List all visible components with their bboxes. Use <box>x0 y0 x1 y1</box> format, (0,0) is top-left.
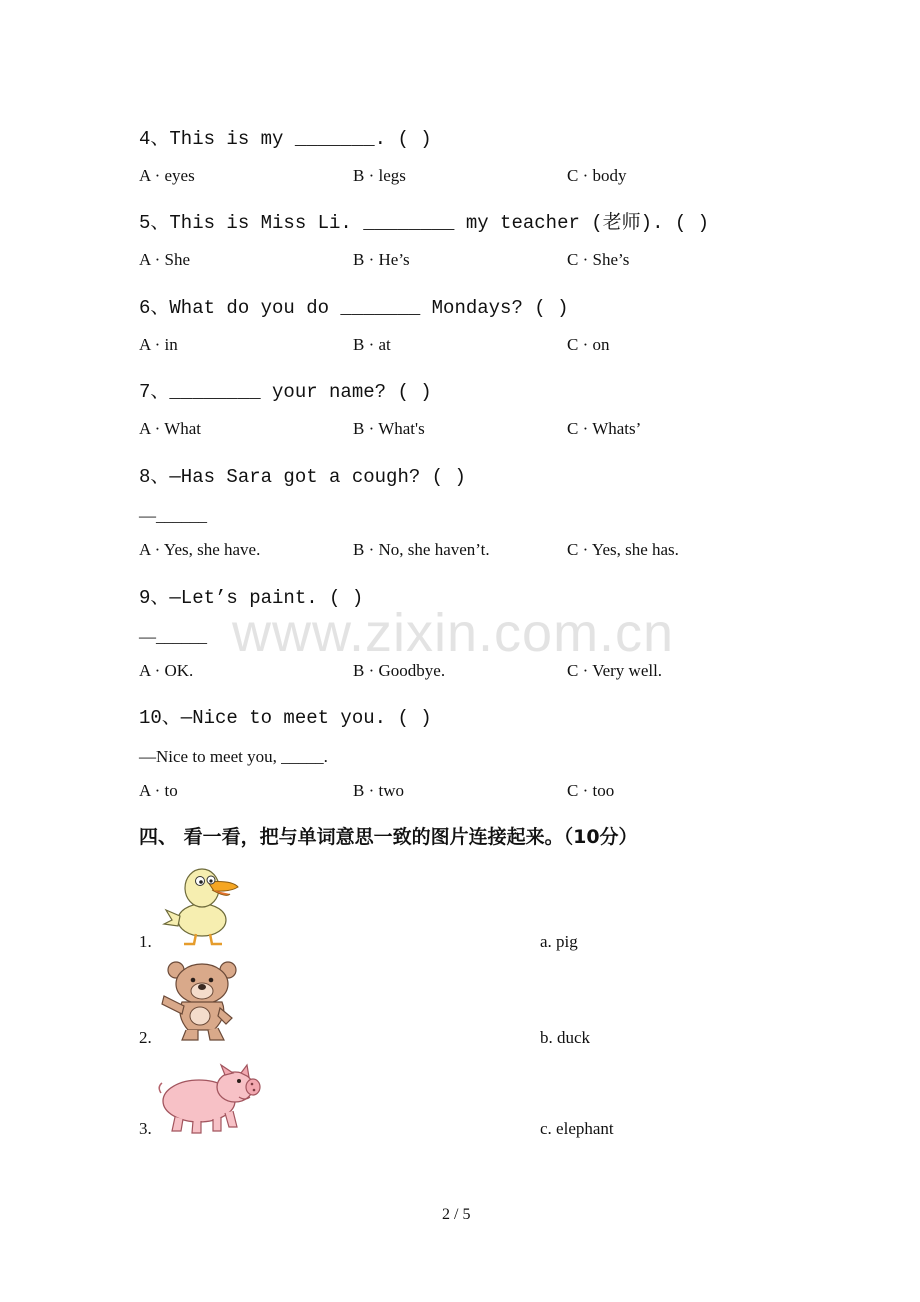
question-4-option-b: B · legs <box>353 166 406 185</box>
page-number: 2 / 5 <box>442 1206 471 1223</box>
match-item-3-number: 3. <box>139 1119 152 1138</box>
question-10-option-a: A · to <box>139 781 178 800</box>
question-4-option-a: A · eyes <box>139 166 195 185</box>
question-8-option-a: A · Yes, she have. <box>139 540 261 559</box>
question-5-option-a: A · She <box>139 250 190 269</box>
pig-picture <box>155 1063 265 1135</box>
question-4-stem: 4、This is my _______. ( ) <box>139 128 432 150</box>
question-5-stem: 5、This is Miss Li. ________ my teacher (老师). ( ) <box>139 212 710 234</box>
question-6-option-b: B · at <box>353 335 391 354</box>
question-9-option-c: C · Very well. <box>567 661 663 680</box>
section-4-heading: 四、 看一看，把与单词意思一致的图片连接起来。（10分） <box>139 826 638 848</box>
question-10-option-b: B · two <box>353 781 404 800</box>
question-10-stem: 10、—Nice to meet you. ( ) <box>139 707 432 729</box>
question-5-option-c: C · She’s <box>567 250 630 269</box>
match-word-b: b. duck <box>540 1028 591 1047</box>
question-7-stem: 7、________ your name? ( ) <box>139 381 432 403</box>
question-4-option-c: C · body <box>567 166 627 185</box>
match-word-a: a. pig <box>540 932 578 951</box>
question-10-response: —Nice to meet you, _____. <box>139 747 328 766</box>
question-8-stem: 8、—Has Sara got a cough? ( ) <box>139 466 466 488</box>
question-10-option-c: C · too <box>567 781 615 800</box>
match-item-1-number: 1. <box>139 932 152 951</box>
question-8-option-b: B · No, she haven’t. <box>353 540 490 559</box>
question-6-option-c: C · on <box>567 335 610 354</box>
question-9-stem: 9、—Let’s paint. ( ) <box>139 587 364 609</box>
question-9-option-b: B · Goodbye. <box>353 661 446 680</box>
question-6-option-a: A · in <box>139 335 178 354</box>
question-5-option-b: B · He’s <box>353 250 410 269</box>
question-7-option-a: A · What <box>139 419 202 438</box>
watermark: www.zixin.com.cn <box>232 603 675 663</box>
duck-picture <box>160 860 250 946</box>
question-9-option-a: A · OK. <box>139 661 194 680</box>
question-8-answer-blank: —______ <box>139 506 207 525</box>
question-9-answer-blank: —______ <box>139 627 207 646</box>
question-7-option-b: B · What's <box>353 419 425 438</box>
question-7-option-c: C · Whats’ <box>567 419 642 438</box>
match-item-2-number: 2. <box>139 1028 152 1047</box>
match-word-c: c. elephant <box>540 1119 614 1138</box>
question-8-option-c: C · Yes, she has. <box>567 540 679 559</box>
question-6-stem: 6、What do you do _______ Mondays? ( ) <box>139 297 569 319</box>
bear-picture <box>160 958 250 1042</box>
